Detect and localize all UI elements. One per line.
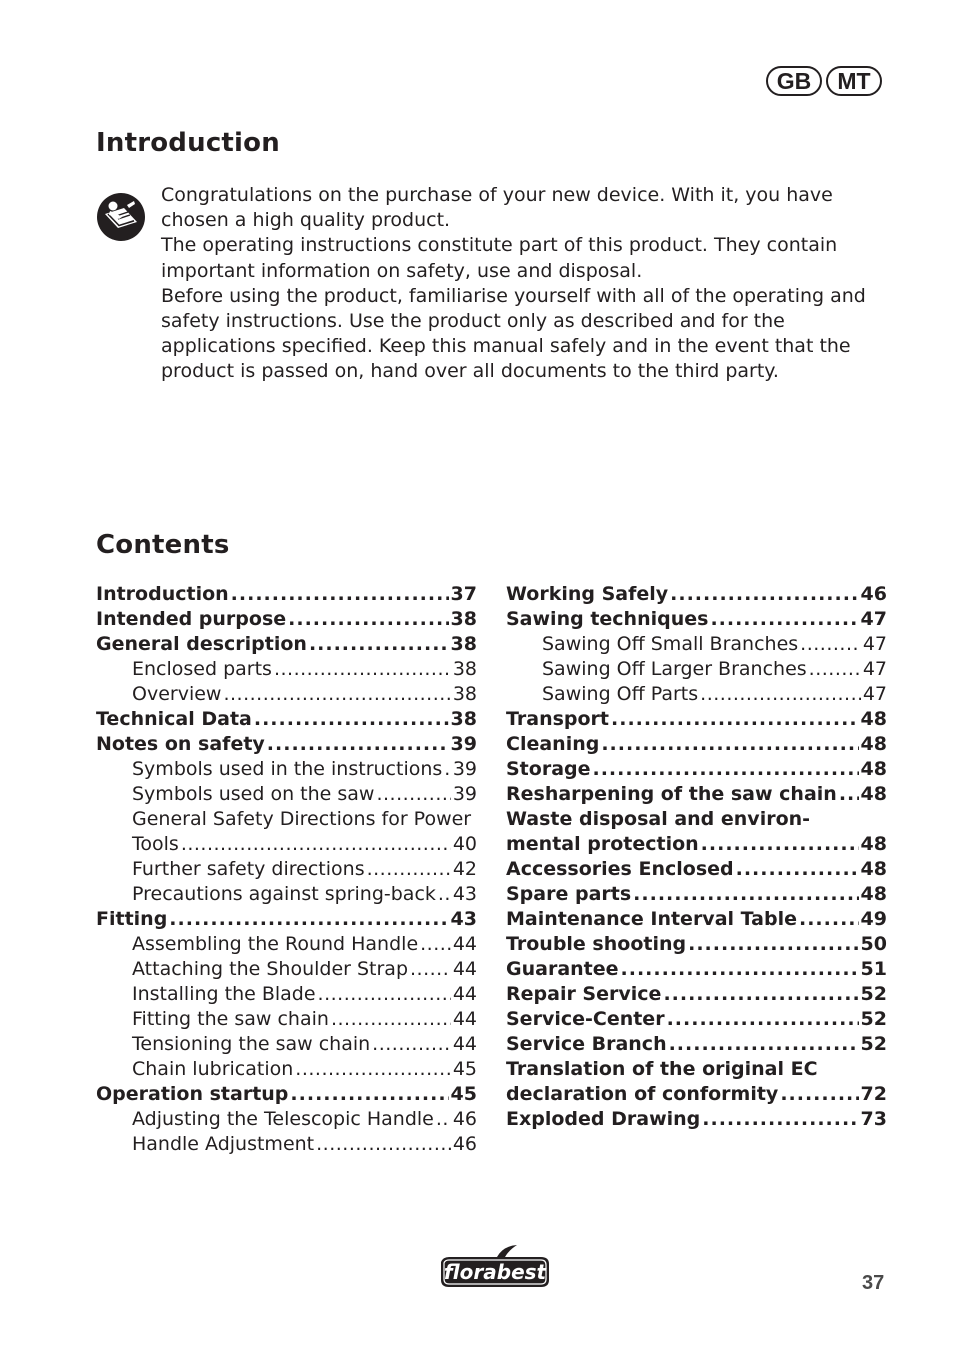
toc-entry-label: Technical Data — [96, 708, 252, 730]
toc-entry-page: 52 — [860, 1008, 887, 1030]
toc-entry[interactable] — [506, 1108, 887, 1133]
toc-entry[interactable] — [96, 583, 477, 608]
toc-entry-label: Operation startup — [96, 1083, 289, 1105]
toc-entry-label: Symbols used on the saw — [132, 783, 375, 805]
toc-entry-page: 38 — [452, 658, 477, 680]
toc-entry[interactable] — [96, 758, 477, 783]
toc-entry-label: Transport — [506, 708, 610, 730]
toc-entry-label: Waste disposal and environ- — [506, 808, 811, 830]
toc-leader-dots — [288, 608, 448, 630]
toc-entry[interactable] — [96, 1008, 477, 1033]
toc-entry-page: 52 — [860, 1033, 887, 1055]
toc-entry-page: 48 — [860, 733, 887, 755]
toc-entry-page: 72 — [860, 1083, 887, 1105]
toc-entry[interactable] — [506, 583, 887, 608]
toc-entry-page: 44 — [452, 958, 477, 980]
toc-entry-page: 47 — [862, 633, 887, 655]
toc-entry[interactable] — [506, 858, 887, 883]
toc-entry-page: 48 — [860, 883, 887, 905]
toc-entry-label: Further safety directions — [132, 858, 365, 880]
toc-entry-page: 48 — [860, 783, 887, 805]
toc-entry-page: 48 — [860, 708, 887, 730]
toc-entry-label: General Safety Directions for Power — [132, 808, 472, 830]
toc-entry-label: mental protection — [506, 833, 699, 855]
toc-entry[interactable] — [506, 608, 887, 633]
toc-leader-dots — [376, 783, 450, 805]
toc-entry[interactable] — [96, 708, 477, 733]
toc-entry-page: 46 — [452, 1108, 477, 1130]
toc-entry[interactable] — [506, 808, 887, 833]
toc-entry-label: Trouble shooting — [506, 933, 687, 955]
toc-entry-page: 38 — [452, 683, 477, 705]
toc-entry[interactable] — [96, 983, 477, 1008]
toc-entry-label: Fitting the saw chain — [132, 1008, 329, 1030]
toc-entry[interactable] — [96, 1058, 477, 1083]
florabest-logo-icon — [437, 1244, 553, 1290]
toc-leader-dots — [611, 708, 859, 730]
toc-entry[interactable] — [506, 683, 887, 708]
toc-entry-label: Installing the Blade — [132, 983, 316, 1005]
toc-entry-label: Translation of the original EC — [506, 1058, 818, 1080]
toc-entry-page: 46 — [452, 1133, 477, 1155]
toc-entry[interactable] — [96, 958, 477, 983]
toc-entry-page: 43 — [450, 908, 477, 930]
toc-entry[interactable] — [96, 1033, 477, 1058]
toc-entry-page: 47 — [862, 683, 887, 705]
page-number: 37 — [862, 1272, 885, 1294]
toc-leader-dots — [669, 1033, 859, 1055]
read-manual-icon — [96, 192, 146, 242]
toc-entry-page: 38 — [450, 633, 477, 655]
toc-leader-dots — [593, 758, 859, 780]
toc-leader-dots — [688, 933, 858, 955]
toc-entry[interactable] — [506, 933, 887, 958]
toc-entry-label: Notes on safety — [96, 733, 265, 755]
toc-entry-label: Working Safely — [506, 583, 669, 605]
language-badges — [766, 66, 882, 96]
toc-entry-page: 46 — [860, 583, 887, 605]
language-badge-mt: MT — [826, 66, 882, 96]
toc-leader-dots — [702, 1108, 858, 1130]
toc-leader-dots — [710, 608, 858, 630]
toc-entry-page: 47 — [860, 608, 887, 630]
toc-entry-page: 48 — [860, 758, 887, 780]
toc-entry-label: Introduction — [96, 583, 229, 605]
toc-leader-dots — [663, 983, 858, 1005]
toc-entry-page: 40 — [452, 833, 477, 855]
toc-entry-label: Tensioning the saw chain — [132, 1033, 371, 1055]
toc-entry[interactable] — [506, 833, 887, 858]
toc-entry[interactable] — [506, 708, 887, 733]
toc-entry-label: Guarantee — [506, 958, 619, 980]
toc-leader-dots — [372, 1033, 451, 1055]
toc-entry-page: 38 — [450, 708, 477, 730]
toc-leader-dots — [316, 1133, 451, 1155]
toc-leader-dots — [701, 833, 859, 855]
toc-entry[interactable] — [96, 908, 477, 933]
toc-entry-page: 73 — [860, 1108, 887, 1130]
toc-entry[interactable] — [96, 783, 477, 808]
toc-entry-label: Sawing Off Parts — [542, 683, 699, 705]
toc-entry-label: Fitting — [96, 908, 168, 930]
toc-leader-dots — [799, 908, 859, 930]
toc-entry-label: Sawing Off Small Branches — [542, 633, 799, 655]
toc-entry[interactable] — [96, 1133, 477, 1158]
toc-entry-page: 51 — [860, 958, 887, 980]
toc-leader-dots — [601, 733, 858, 755]
toc-entry[interactable] — [96, 633, 477, 658]
toc-entry[interactable] — [506, 958, 887, 983]
toc-leader-dots — [839, 783, 859, 805]
introduction-text — [161, 183, 891, 385]
toc-entry[interactable] — [96, 1083, 477, 1108]
toc-leader-dots — [809, 658, 861, 680]
toc-entry-page: 48 — [860, 858, 887, 880]
toc-leader-dots — [295, 1058, 451, 1080]
toc-entry-page: 45 — [450, 1083, 477, 1105]
toc-entry-label: declaration of conformity — [506, 1083, 779, 1105]
language-badge-gb: GB — [766, 66, 822, 96]
toc-entry[interactable] — [96, 683, 477, 708]
toc-leader-dots — [274, 658, 451, 680]
toc-leader-dots — [444, 758, 451, 780]
toc-entry[interactable] — [506, 733, 887, 758]
toc-entry[interactable] — [96, 1108, 477, 1133]
toc-entry-label: Sawing Off Larger Branches — [542, 658, 807, 680]
toc-entry-label: Adjusting the Telescopic Handle — [132, 1108, 434, 1130]
toc-entry-label: Maintenance Interval Table — [506, 908, 797, 930]
toc-entry[interactable] — [96, 733, 477, 758]
toc-left-column — [96, 583, 477, 1158]
toc-leader-dots — [800, 633, 861, 655]
toc-leader-dots — [667, 1008, 859, 1030]
toc-entry-label: Precautions against spring-back — [132, 883, 436, 905]
toc-entry-label: Exploded Drawing — [506, 1108, 701, 1130]
toc-entry[interactable] — [506, 1033, 887, 1058]
logo-text: florabest — [443, 1260, 547, 1284]
intro-paragraph: The operating instructions constitute part of this product. They contain important information on safety, use and disposal. — [161, 234, 838, 282]
toc-entry[interactable] — [506, 633, 887, 658]
toc-entry[interactable] — [96, 658, 477, 683]
toc-entry-page: 50 — [860, 933, 887, 955]
toc-entry-page: 39 — [452, 758, 477, 780]
toc-entry-label: Handle Adjustment — [132, 1133, 315, 1155]
toc-entry-page: 44 — [452, 1008, 477, 1030]
toc-entry-page: 38 — [450, 608, 477, 630]
toc-leader-dots — [621, 958, 859, 980]
toc-leader-dots — [670, 583, 858, 605]
toc-leader-dots — [438, 883, 451, 905]
toc-entry-label: Intended purpose — [96, 608, 287, 630]
toc-entry-label: Sawing techniques — [506, 608, 709, 630]
toc-entry-page: 39 — [450, 733, 477, 755]
toc-entry[interactable] — [96, 808, 477, 833]
toc-leader-dots — [367, 858, 451, 880]
toc-leader-dots — [420, 933, 451, 955]
toc-entry-label: Overview — [132, 683, 222, 705]
toc-leader-dots — [410, 958, 451, 980]
toc-leader-dots — [331, 1008, 451, 1030]
toc-leader-dots — [309, 633, 449, 655]
toc-entry[interactable] — [506, 758, 887, 783]
toc-leader-dots — [318, 983, 451, 1005]
toc-leader-dots — [736, 858, 859, 880]
toc-leader-dots — [223, 683, 450, 705]
toc-entry-label: Service-Center — [506, 1008, 665, 1030]
toc-entry-page: 44 — [452, 933, 477, 955]
toc-entry[interactable] — [506, 1008, 887, 1033]
toc-entry-label: Tools — [132, 833, 179, 855]
toc-entry[interactable] — [506, 1058, 887, 1083]
toc-entry[interactable] — [96, 608, 477, 633]
intro-paragraph: Congratulations on the purchase of your new device. With it, you have chosen a high quality product. — [161, 184, 833, 232]
toc-right-column — [506, 583, 887, 1133]
toc-leader-dots — [290, 1083, 448, 1105]
toc-entry-page: 47 — [862, 658, 887, 680]
toc-entry-label: Storage — [506, 758, 591, 780]
toc-entry-page: 42 — [452, 858, 477, 880]
toc-entry-page: 37 — [450, 583, 477, 605]
toc-entry-page: 44 — [452, 1033, 477, 1055]
toc-entry[interactable] — [506, 908, 887, 933]
toc-entry-page: 48 — [860, 833, 887, 855]
toc-entry-label: Enclosed parts — [132, 658, 272, 680]
toc-entry[interactable] — [96, 933, 477, 958]
toc-entry-page: 49 — [860, 908, 887, 930]
toc-entry-label: Service Branch — [506, 1033, 667, 1055]
toc-leader-dots — [633, 883, 858, 905]
toc-entry-page: 44 — [452, 983, 477, 1005]
toc-leader-dots — [181, 833, 451, 855]
toc-entry-page: 45 — [452, 1058, 477, 1080]
toc-entry-label: General description — [96, 633, 307, 655]
toc-entry[interactable] — [96, 833, 477, 858]
toc-entry[interactable] — [96, 883, 477, 908]
toc-leader-dots — [231, 583, 449, 605]
contents-heading: Contents — [96, 530, 230, 560]
introduction-heading: Introduction — [96, 128, 280, 158]
toc-entry-label: Accessories Enclosed — [506, 858, 734, 880]
toc-leader-dots — [267, 733, 449, 755]
toc-entry-label: Cleaning — [506, 733, 600, 755]
toc-entry-label: Repair Service — [506, 983, 662, 1005]
toc-entry[interactable] — [506, 983, 887, 1008]
toc-entry[interactable] — [506, 783, 887, 808]
toc-entry-label: Symbols used in the instructions — [132, 758, 443, 780]
toc-entry-page: 52 — [860, 983, 887, 1005]
toc-leader-dots — [169, 908, 448, 930]
toc-leader-dots — [436, 1108, 451, 1130]
toc-entry[interactable] — [506, 1083, 887, 1108]
toc-entry-label: Resharpening of the saw chain — [506, 783, 837, 805]
toc-entry-label: Attaching the Shoulder Strap — [132, 958, 409, 980]
toc-entry[interactable] — [506, 658, 887, 683]
toc-leader-dots — [780, 1083, 858, 1105]
toc-entry-label: Chain lubrication — [132, 1058, 294, 1080]
toc-entry[interactable] — [506, 883, 887, 908]
toc-entry-label: Spare parts — [506, 883, 632, 905]
toc-entry-page: 39 — [452, 783, 477, 805]
intro-paragraph: Before using the product, familiarise yourself with all of the operating and safety instructions. Use the product only as described and for the applications specified. Keep this manual safely and in the event that the product is passed on, hand over all documents to the third party. — [161, 284, 866, 383]
toc-entry-page: 43 — [452, 883, 477, 905]
toc-leader-dots — [254, 708, 449, 730]
toc-leader-dots — [700, 683, 861, 705]
toc-entry[interactable] — [96, 858, 477, 883]
toc-entry-label: Assembling the Round Handle — [132, 933, 419, 955]
